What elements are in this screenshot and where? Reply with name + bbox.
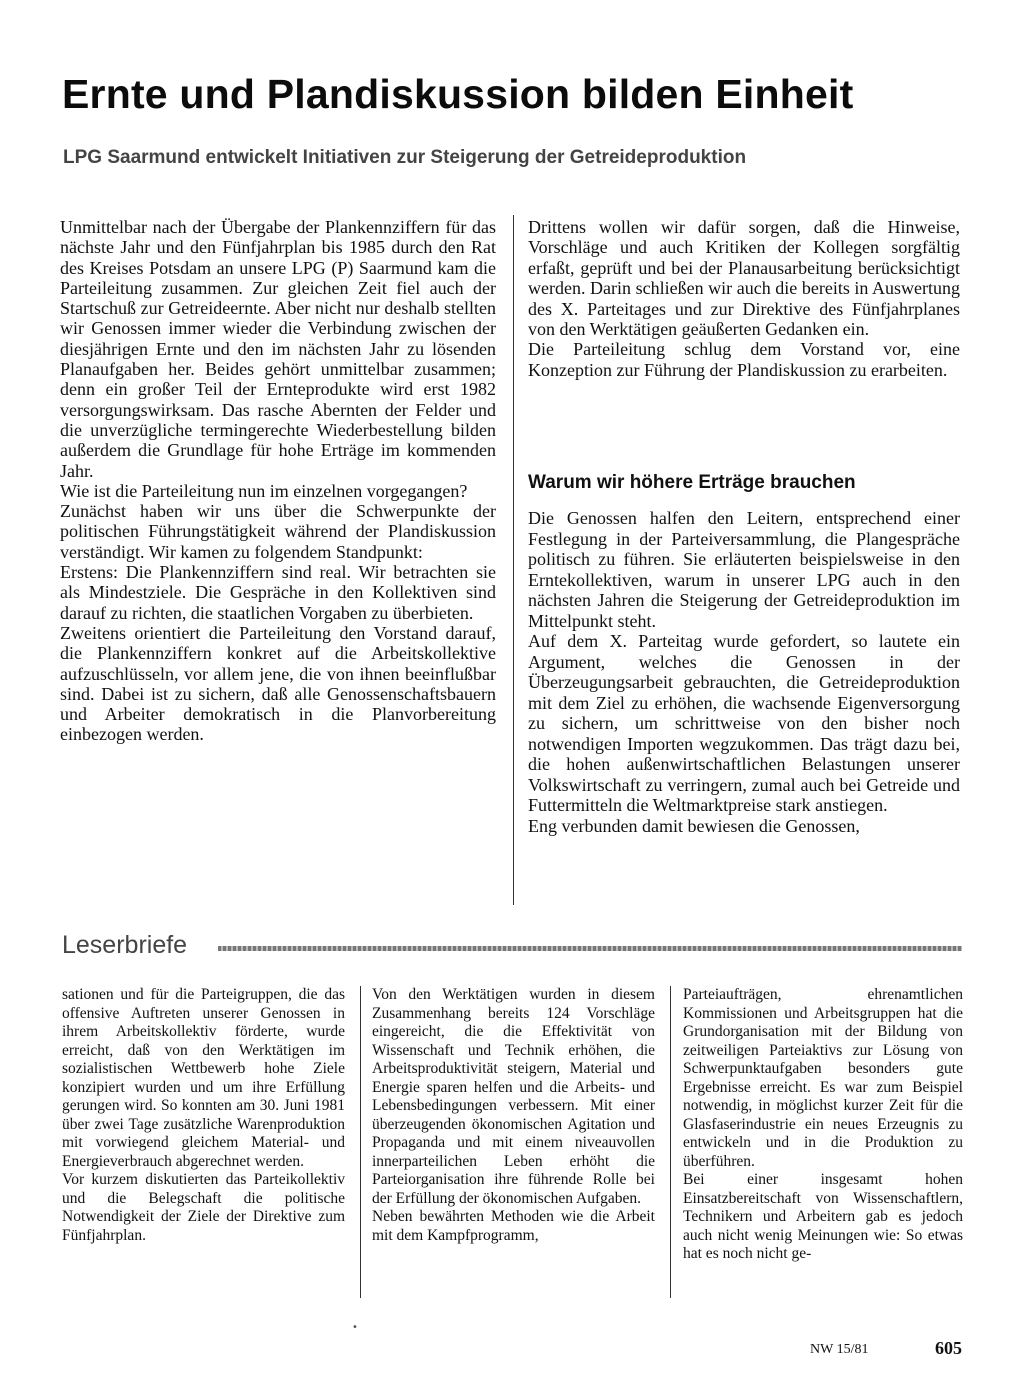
headline: Ernte und Plandiskussion bilden Einheit bbox=[62, 71, 854, 117]
paragraph: Wie ist die Parteileitung nun im einzelnen vorgegangen? bbox=[60, 480, 468, 501]
section-rule bbox=[218, 946, 962, 951]
paragraph: Vor kurzem diskutierten das Parteikollektiv und die Belegschaft die politische Notwendigkeit der Ziele der Direktive zum Fünfjahrplan. bbox=[62, 1171, 345, 1244]
issue-number: NW 15/81 bbox=[810, 1342, 869, 1357]
paragraph: Von den Werktätigen wurden in diesem Zusammenhang bereits 124 Vorschläge eingereicht, die die Effektivität von Wissenschaft und Technik erhöhen, die Arbeitsproduktivität steigern, Material und Energie sparen helfen und die Arbeits- und Lebensbedingungen verbessern. Mit einer überzeugenden ökonomischen Agitation und Propaganda und mit einem niveauvollen innerparteilichen Leben erhöht die Parteiorganisation ihre führende Rolle bei der Erfüllung der ökonomischen Aufgaben. bbox=[372, 986, 655, 1207]
paragraph: Neben bewährten Methoden wie die Arbeit mit dem Kampfprogramm, bbox=[372, 1208, 655, 1244]
print-speck: • bbox=[352, 1322, 358, 1333]
paragraph: Parteiaufträgen, ehrenamtlichen Kommissionen und Arbeitsgruppen hat die Grundorganisation mit der Bildung von zeitweiligen Parteiaktivs zur Lösung von Schwerpunktaufgaben besonders gute Ergebnisse erreicht. Es war zum Beispiel notwendig, in möglichst kurzer Zeit für die Glasfaserindustrie ein neues Erzeugnis zu entwickeln und in die Produktion zu überführen. bbox=[683, 986, 963, 1170]
page-number: 605 bbox=[935, 1338, 962, 1358]
paragraph: Erstens: Die Plankennziffern sind real. Wir betrachten sie als Mindestziele. Die Gespräche in den Kollektiven sind darauf zu richten, die staatlichen Vorgaben zu überbieten. bbox=[60, 562, 496, 623]
paragraph: Die Parteileitung schlug dem Vorstand vor, eine Konzeption zur Führung der Plandiskussion zu erarbeiten. bbox=[528, 339, 960, 380]
section-heading: Warum wir höhere Erträge brauchen bbox=[528, 472, 856, 493]
column-divider bbox=[513, 215, 514, 905]
paragraph: Die Genossen halfen den Leitern, entsprechend einer Festlegung in der Parteiversammlung, die Plangespräche politisch zu führen. Sie erläuterten beispielsweise in den Erntekollektiven, warum in unserer LPG auch in den nächsten Jahren die Steigerung der Getreideproduktion im Mittelpunkt steht. bbox=[528, 508, 960, 631]
letter-column-3 bbox=[683, 986, 963, 1264]
paragraph: Unmittelbar nach der Übergabe der Plankennziffern für das nächste Jahr und den Fünfjahrplan bis 1985 durch den Rat des Kreises Potsdam an unsere LPG (P) Saarmund kam die Parteileitung zusammen. Zur gleichen Zeit fiel auch der Startschuß zur Getreideernte. Aber nicht nur deshalb stellten wir Genossen immer wieder die Verbindung zwischen der diesjährigen Ernte und den im nächsten Jahr zu lösenden Planaufgaben her. Beides gehört unmittelbar zusammen; denn ein großer Teil der Ernteprodukte wird erst 1982 versorgungswirksam. Das rasche Abernten der Felder und die unverzügliche termingerechte Wiederbestellung bilden außerdem die Grundlage für hohe Erträge im kommenden Jahr. bbox=[60, 217, 496, 481]
subheadline: LPG Saarmund entwickelt Initiativen zur Steigerung der Getreideproduktion bbox=[63, 147, 747, 168]
paragraph: sationen und für die Parteigruppen, die das offensive Auftreten unserer Genossen in ihrem Arbeitskollektiv förderte, wurde erreicht, daß von den Werktätigen im sozialistischen Wettbewerb hohe Ziele konzipiert wurden und um ihre Erfüllung gerungen wird. So konnten am 30. Juni 1981 über zwei Tage zusätzliche Warenproduktion mit vorwiegend gleichem Material- und Energieverbrauch abgerechnet werden. bbox=[62, 986, 345, 1170]
column-divider bbox=[670, 986, 671, 1298]
paragraph: Bei einer insgesamt hohen Einsatzbereitschaft von Wissenschaftlern, Technikern und Arbeitern gab es jedoch auch nicht wenig Meinungen wie: So etwas hat es noch nicht ge- bbox=[683, 1171, 963, 1262]
column-divider bbox=[360, 986, 361, 1298]
letter-column-1 bbox=[62, 986, 345, 1245]
paragraph: Drittens wollen wir dafür sorgen, daß die Hinweise, Vorschläge und auch Kritiken der Kollegen sorgfältig erfaßt, geprüft und bei der Planausarbeitung berücksichtigt werden. Darin schließen wir auch die bereits in Auswertung des X. Parteitages und zur Direktive des Fünfjahrplanes von den Werktätigen geäußerten Gedanken ein. bbox=[528, 217, 960, 340]
paragraph: Eng verbunden damit bewiesen die Genossen, bbox=[528, 815, 860, 836]
article-column-2-bottom bbox=[528, 508, 960, 836]
paragraph: Auf dem X. Parteitag wurde gefordert, so lautete ein Argument, welches die Genossen in der Überzeugungsarbeit gebrauchten, die Getreideproduktion mit dem Ziel zu erhöhen, die wachsende Eigenversorgung zu sichern, um schrittweise von den bisher noch notwendigen Importen wegzukommen. Das trägt dazu bei, die hohen außenwirtschaftlichen Belastungen unserer Volkswirtschaft zu verringern, zumal auch bei Getreide und Futtermitteln die Weltmarktpreise stark anstiegen. bbox=[528, 631, 960, 815]
paragraph: Zweitens orientiert die Parteileitung den Vorstand darauf, die Plankennziffern konkret auf die Arbeitskollektive aufzuschlüsseln, vor allem jene, die von ihnen beeinflußbar sind. Dabei ist zu sichern, daß alle Genossenschaftsbauern und Arbeiter demokratisch in die Planvorbereitung einbezogen werden. bbox=[60, 622, 496, 745]
article-column-1 bbox=[60, 217, 496, 745]
letter-column-2 bbox=[372, 986, 655, 1245]
paragraph: Zunächst haben wir uns über die Schwerpunkte der politischen Führungstätigkeit während der Plandiskussion verständigt. Wir kamen zu folgendem Standpunkt: bbox=[60, 501, 496, 562]
leserbriefe-label: Leserbriefe bbox=[62, 931, 188, 959]
article-column-2-top bbox=[528, 217, 960, 380]
